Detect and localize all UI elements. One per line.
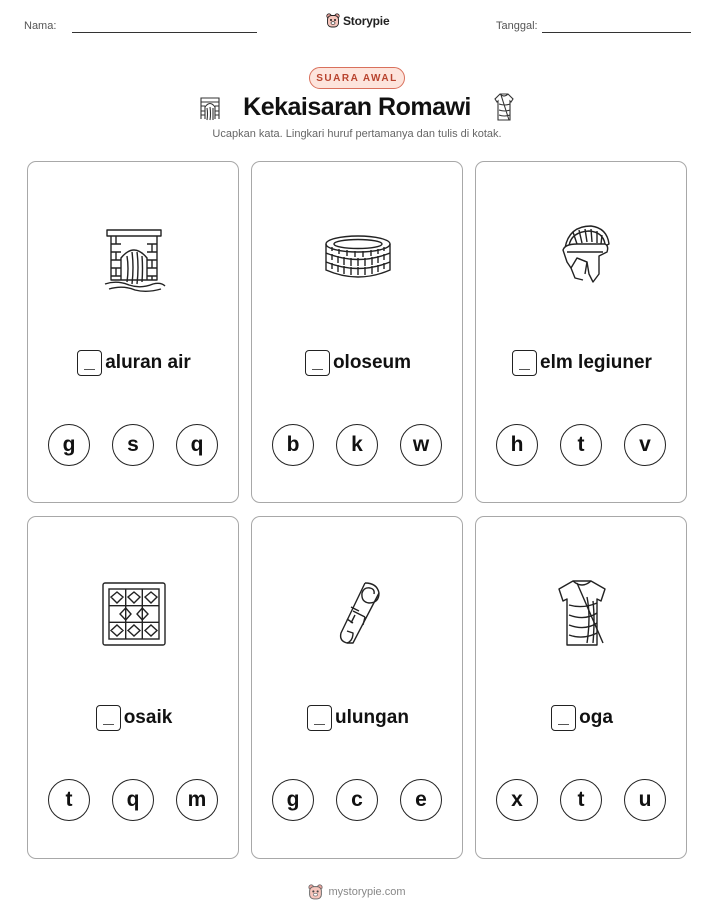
letter-choice[interactable]: h — [496, 424, 538, 466]
word-text: osaik — [123, 707, 173, 728]
letter-choice[interactable]: s — [112, 424, 154, 466]
word-row — [252, 350, 464, 376]
first-letter-box[interactable] — [307, 705, 332, 731]
card-picture — [28, 162, 240, 342]
first-letter-box[interactable] — [77, 350, 102, 376]
letter-choice[interactable]: m — [176, 779, 218, 821]
letter-choices — [48, 424, 220, 466]
date-line[interactable] — [542, 32, 691, 33]
first-letter-box[interactable] — [96, 705, 121, 731]
letter-choice[interactable]: g — [272, 779, 314, 821]
letter-choices — [48, 779, 220, 821]
toga-icon — [492, 92, 516, 122]
letter-choice[interactable]: e — [400, 779, 442, 821]
storypie-logo-icon — [308, 884, 323, 900]
worksheet-title: Kekaisaran Romawi — [243, 93, 471, 121]
instructions: Ucapkan kata. Lingkari huruf pertamanya dan tulis di kotak. — [212, 128, 502, 140]
word-text: oloseum — [332, 352, 412, 373]
letter-choice[interactable]: q — [112, 779, 154, 821]
letter-choice[interactable]: k — [336, 424, 378, 466]
brand — [326, 13, 389, 28]
scroll-icon — [323, 577, 393, 651]
word-row — [28, 705, 240, 731]
letter-choice[interactable]: q — [176, 424, 218, 466]
name-line[interactable] — [72, 32, 257, 33]
letter-choices — [496, 779, 668, 821]
title-row — [0, 92, 714, 124]
first-letter-box[interactable] — [551, 705, 576, 731]
legionary-helmet-icon — [547, 222, 617, 296]
letter-choice[interactable]: t — [560, 424, 602, 466]
letter-choice[interactable]: b — [272, 424, 314, 466]
word-text: elm legiuner — [540, 352, 652, 373]
first-letter-box[interactable] — [305, 350, 330, 376]
aqueduct-icon — [198, 92, 222, 122]
exercise-card-mosaic — [27, 516, 239, 859]
date-label: Tanggal: — [496, 20, 538, 32]
colosseum-icon — [323, 222, 393, 296]
word-row — [28, 350, 240, 376]
worksheet-header — [0, 0, 714, 50]
exercise-card-colosseum — [251, 161, 463, 503]
word-text: ulungan — [335, 707, 409, 728]
card-picture — [476, 517, 688, 697]
card-picture — [252, 162, 464, 342]
card-picture — [476, 162, 688, 342]
letter-choice[interactable]: t — [560, 779, 602, 821]
exercise-card-aqueduct — [27, 161, 239, 503]
word-text: oga — [579, 707, 613, 728]
letter-choice[interactable]: w — [400, 424, 442, 466]
word-row — [252, 705, 464, 731]
letter-choices — [272, 424, 444, 466]
first-letter-box[interactable] — [512, 350, 537, 376]
letter-choice[interactable]: u — [624, 779, 666, 821]
name-label: Nama: — [24, 20, 57, 32]
toga-icon — [547, 577, 617, 651]
letter-choice[interactable]: t — [48, 779, 90, 821]
letter-choices — [272, 779, 444, 821]
letter-choice[interactable]: v — [624, 424, 666, 466]
mosaic-icon — [99, 577, 169, 651]
exercise-card-toga — [475, 516, 687, 859]
exercise-card-helmet — [475, 161, 687, 503]
word-text: aluran air — [105, 352, 191, 373]
category-badge: SUARA AWAL — [309, 67, 405, 89]
letter-choice[interactable]: x — [496, 779, 538, 821]
footer — [0, 884, 714, 900]
card-picture — [28, 517, 240, 697]
brand-name: Storypie — [343, 13, 390, 28]
word-row — [476, 705, 688, 731]
letter-choice[interactable]: c — [336, 779, 378, 821]
storypie-logo-icon — [326, 13, 340, 28]
aqueduct-icon — [99, 222, 169, 296]
exercise-card-scroll — [251, 516, 463, 859]
letter-choice[interactable]: g — [48, 424, 90, 466]
letter-choices — [496, 424, 668, 466]
word-row — [476, 350, 688, 376]
card-picture — [252, 517, 464, 697]
footer-url[interactable]: mystorypie.com — [328, 886, 406, 898]
